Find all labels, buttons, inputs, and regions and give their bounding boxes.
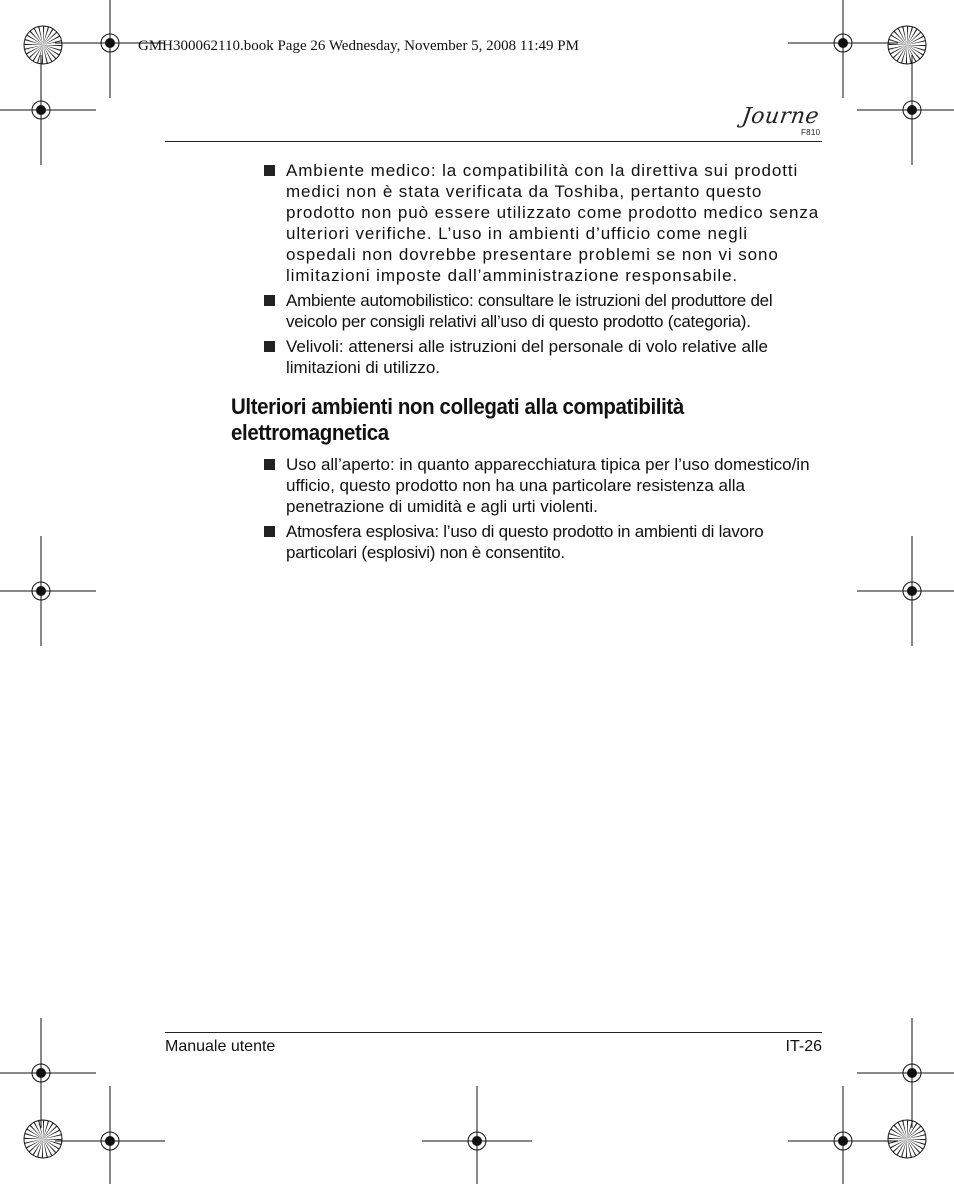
square-bullet-icon [264, 341, 275, 352]
starburst-ray [906, 45, 907, 64]
starburst-ray [43, 1139, 62, 1140]
list-item [231, 336, 822, 378]
square-bullet-icon [264, 295, 275, 306]
target-dot-icon [907, 1068, 917, 1078]
section-heading: Ulteriori ambienti non collegati alla compatibilità elettromagnetica [231, 394, 684, 445]
list-item [231, 290, 822, 332]
list-item-text: Ambiente automobilistico: consultare le istruzioni del produttore del veicolo per consigli relativi all’uso di questo prodotto (categoria). [286, 291, 773, 331]
square-bullet-icon [264, 459, 275, 470]
starburst-ray [907, 45, 926, 46]
target-dot-icon [907, 586, 917, 596]
starburst-ray [907, 26, 908, 45]
list-item-text: Uso all’aperto: in quanto apparecchiatura tipica per l’uso domestico/in ufficio, questo prodotto non ha una particolare resistenza alla penetrazione di umidità e agli urti violenti. [286, 455, 810, 516]
square-bullet-icon [264, 165, 275, 176]
target-dot-icon [36, 1068, 46, 1078]
page-content [231, 160, 822, 567]
target-dot-icon [36, 586, 46, 596]
target-dot-icon [838, 1136, 848, 1146]
target-dot-icon [105, 1136, 115, 1146]
footer-rule [165, 1032, 822, 1033]
list-item-text: Velivoli: attenersi alle istruzioni del personale di volo relative alle limitazioni di utilizzo. [286, 337, 768, 377]
starburst-ray [42, 45, 43, 64]
starburst-ray [43, 26, 44, 45]
target-dot-icon [838, 38, 848, 48]
footer-title: Manuale utente [165, 1038, 276, 1055]
header-rule [165, 141, 822, 142]
list-item-text: Atmosfera esplosiva: l’uso di questo prodotto in ambienti di lavoro particolari (esplosivi) non è consentito. [286, 522, 764, 562]
square-bullet-icon [264, 526, 275, 537]
bullet-list-bottom [231, 454, 822, 563]
starburst-ray [24, 1138, 43, 1139]
starburst-ray [888, 44, 907, 45]
list-item [231, 160, 822, 286]
target-dot-icon [472, 1136, 482, 1146]
starburst-ray [907, 1120, 908, 1139]
list-item [231, 521, 822, 563]
starburst-ray [24, 44, 43, 45]
print-header: GMH300062110.book Page 26 Wednesday, November 5, 2008 11:49 PM [138, 38, 579, 54]
list-item-text: Ambiente medico: la compatibilità con la direttiva sui prodotti medici non è stata verificata da Toshiba, pertanto questo prodotto non può essere utilizzato come prodotto medico senza ulteriori verifiche. L’uso in ambienti d’ufficio come negli ospedali non dovrebbe presentare problemi se non vi sono limitazioni imposte dall’amministrazione responsabile. [286, 161, 820, 285]
page-number: IT-26 [785, 1038, 822, 1055]
target-dot-icon [36, 105, 46, 115]
list-item [231, 454, 822, 517]
starburst-ray [888, 1138, 907, 1139]
brand-model: F810 [801, 128, 821, 137]
brand-logo: Journe [740, 104, 821, 129]
starburst-ray [43, 45, 62, 46]
target-dot-icon [907, 105, 917, 115]
starburst-ray [42, 1139, 43, 1158]
starburst-ray [906, 1139, 907, 1158]
target-dot-icon [105, 38, 115, 48]
starburst-ray [43, 1120, 44, 1139]
bullet-list-top [231, 160, 822, 378]
starburst-ray [907, 1139, 926, 1140]
